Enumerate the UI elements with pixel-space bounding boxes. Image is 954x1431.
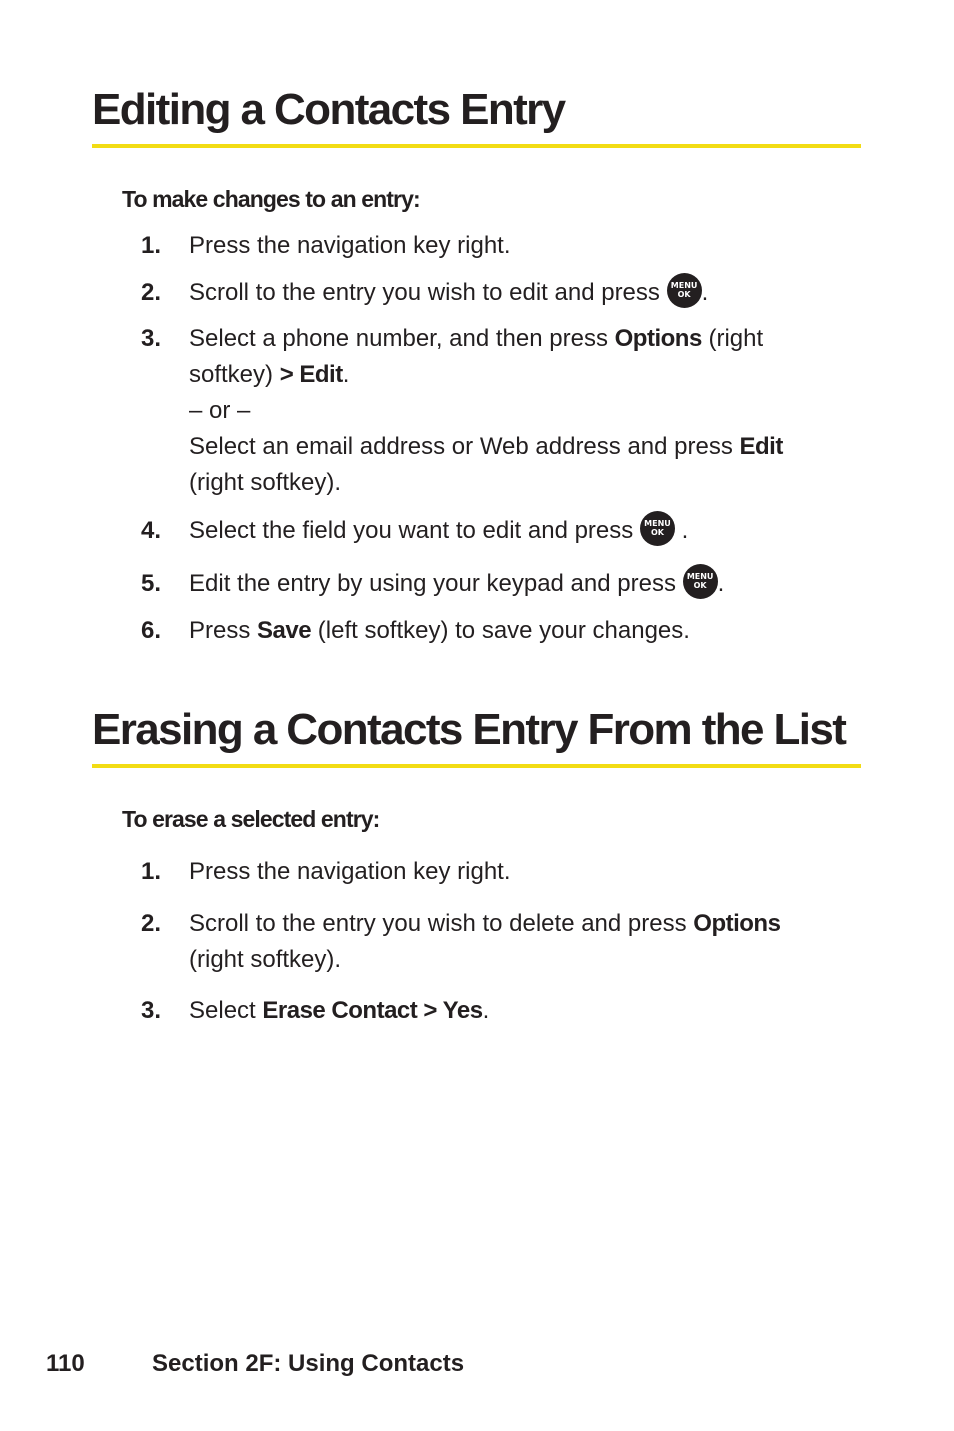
heading-editing-contacts-entry: Editing a Contacts Entry — [92, 85, 565, 134]
step-number: 1. — [141, 232, 162, 259]
step-text: Press the navigation key right. — [189, 232, 511, 259]
intro-make-changes: To make changes to an entry: — [122, 186, 420, 212]
step-text-part: (right softkey). — [189, 946, 342, 973]
step-text — [189, 613, 690, 649]
step-number: 4. — [141, 517, 162, 544]
step-text-part: Press — [189, 617, 251, 644]
step-text-part: Select a phone number, and then press — [189, 325, 608, 352]
step-text-part: Scroll to the entry you wish to delete and press — [189, 910, 687, 937]
step-text-part: . — [342, 361, 350, 388]
step-text-part: (left softkey) to save your changes. — [317, 617, 690, 644]
step-text-part: Select the field you want to edit and press — [189, 517, 634, 544]
step-text-part: (right softkey). — [189, 469, 342, 496]
footer-section-title: Section 2F: Using Contacts — [152, 1350, 465, 1377]
step-number: 5. — [141, 570, 162, 597]
step-text-part: Edit the entry by using your keypad and press — [189, 570, 676, 597]
step-text — [189, 906, 780, 978]
step-number: 3. — [141, 325, 162, 352]
step-number: 2. — [141, 279, 162, 306]
options-label: Options — [614, 325, 702, 352]
step-text-part: . — [482, 997, 490, 1024]
options-label: Options — [693, 910, 781, 937]
step-number: 2. — [141, 910, 162, 937]
step-text-part: Select — [189, 997, 256, 1024]
step-text-part: Scroll to the entry you wish to edit and press — [189, 279, 660, 306]
step-text — [189, 275, 708, 311]
step-text-end: . — [681, 517, 689, 544]
heading-rule — [92, 144, 861, 148]
step-number: 3. — [141, 997, 162, 1024]
step-number: 1. — [141, 858, 162, 885]
menu-ok-key-icon: MENU OK — [667, 273, 702, 308]
step-text-end: . — [701, 279, 709, 306]
erase-contact-yes-label: Erase Contact > Yes — [262, 997, 483, 1024]
step-text — [189, 566, 724, 602]
or-separator: – or – — [189, 397, 251, 424]
intro-erase-entry: To erase a selected entry: — [122, 806, 380, 832]
menu-ok-key-icon: MENU OK — [683, 564, 718, 599]
step-text — [189, 321, 783, 501]
heading-erasing-contacts-entry: Erasing a Contacts Entry From the List — [92, 705, 846, 754]
edit-label: > Edit — [279, 361, 343, 388]
step-text-part: (right — [708, 325, 764, 352]
heading-rule — [92, 764, 861, 768]
page-number: 110 — [46, 1350, 85, 1377]
save-label: Save — [257, 617, 312, 644]
step-text-part: softkey) — [189, 361, 274, 388]
step-text-end: . — [717, 570, 725, 597]
menu-ok-key-icon: MENU OK — [640, 511, 675, 546]
step-text: Press the navigation key right. — [189, 858, 511, 885]
step-text — [189, 993, 489, 1029]
step-text — [189, 513, 688, 549]
edit-label: Edit — [739, 433, 783, 460]
step-number: 6. — [141, 617, 162, 644]
step-text-part: Select an email address or Web address and press — [189, 433, 733, 460]
